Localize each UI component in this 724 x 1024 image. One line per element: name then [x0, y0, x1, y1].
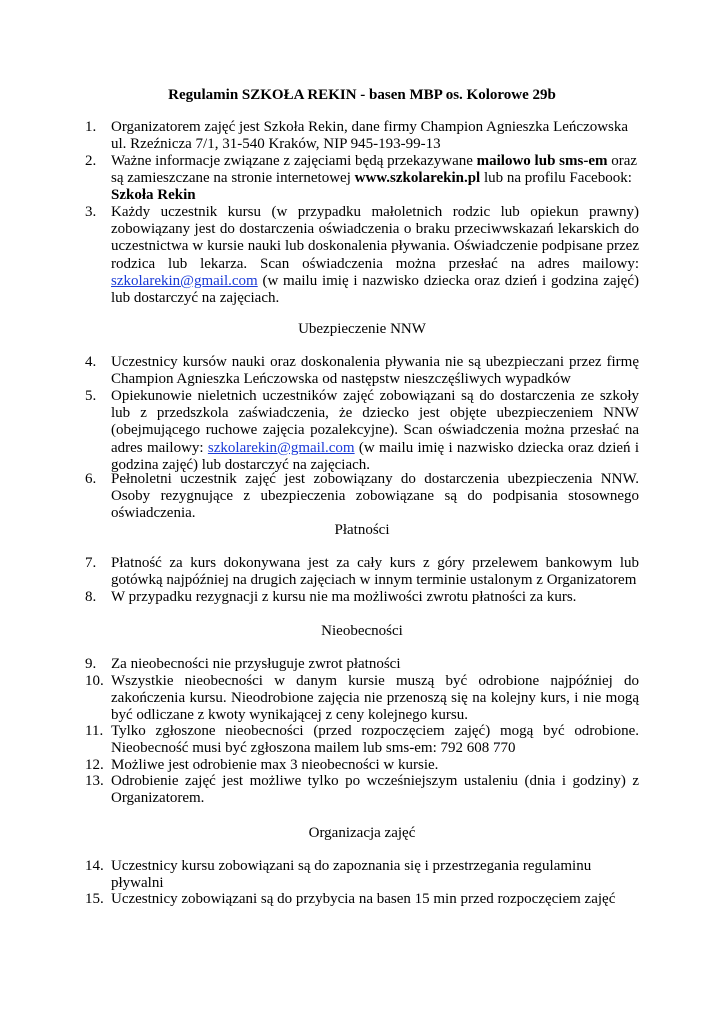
document-title: Regulamin SZKOŁA REKIN - basen MBP os. Kolorowe 29b	[168, 87, 556, 103]
rule-item-15	[85, 891, 639, 908]
rule-number: 9.	[85, 656, 97, 672]
rule-text	[111, 388, 639, 474]
rule-text-part: Każdy uczestnik kursu (w przypadku małoletnich rodzic lub opiekun prawny) zobowiązany jest do dostarczenia oświadczenia o braku przeciwwskazań lekarskich do uczestnictwa w kursie nauki lub doskonalenia pływania. Oświadczenie podpisane przez rodzica lub lekarza. Scan oświadczenia można przesłać na adres mailowy:	[111, 204, 639, 272]
rule-text: Płatność za kurs dokonywana jest za cały kurs z góry przelewem bankowym lub gotówką najpóźniej na drugich zajęciach w innym terminie ustalonym z Organizatorem	[111, 555, 639, 589]
rule-number: 2.	[85, 153, 97, 169]
rule-text: W przypadku rezygnacji z kursu nie ma możliwości zwrotu płatności za kurs.	[111, 589, 577, 605]
bold-contact-methods: mailowo lub sms-em	[476, 153, 608, 169]
rule-item-4	[85, 354, 639, 388]
rule-text: Wszystkie nieobecności w danym kursie muszą być odrobione najpóźniej do zakończenia kursu. Nieodrobione zajęcia nie przenoszą się na kolejny kurs, i nie mogą być odliczane z kwoty wynikającej z ceny kolejnego kursu.	[111, 673, 639, 724]
rule-number: 12.	[85, 757, 104, 773]
rule-number: 3.	[85, 204, 97, 220]
rule-number: 4.	[85, 354, 97, 370]
rule-number: 15.	[85, 891, 104, 907]
rule-text: Uczestnicy zobowiązani są do przybycia na basen 15 min przed rozpoczęciem zajęć	[111, 891, 616, 907]
rule-text: Uczestnicy kursów nauki oraz doskonalenia pływania nie są ubezpieczani przez firmę Champion Agnieszka Leńczowska od następstw nieszczęśliwych wypadków	[111, 354, 639, 388]
rule-number: 6.	[85, 471, 97, 487]
rule-number: 11.	[85, 723, 104, 739]
rule-text: Pełnoletni uczestnik zajęć jest zobowiązany do dostarczenia ubezpieczenia NNW. Osoby rezygnujące z ubezpieczenia zobowiązane są do podpisania stosownego oświadczenia.	[111, 471, 639, 522]
rule-text: Odrobienie zajęć jest możliwe tylko po wcześniejszym ustaleniu (dnia i godziny) z Organizatorem.	[111, 773, 639, 807]
rule-number: 5.	[85, 388, 97, 404]
rule-number: 1.	[85, 119, 97, 135]
rule-text	[111, 204, 639, 307]
rule-number: 14.	[85, 858, 104, 874]
rule-text: Organizatorem zajęć jest Szkoła Rekin, dane firmy Champion Agnieszka Leńczowska ul. Rzeźnicza 7/1, 31-540 Kraków, NIP 945-193-99-13	[111, 119, 629, 153]
rule-text-part: Ważne informacje związane z zajęciami będą przekazywane	[111, 153, 477, 169]
rule-item-10	[85, 673, 639, 725]
rule-text-part: oraz są zamieszczane na stronie internetowej	[111, 153, 638, 187]
rule-text: Możliwe jest odrobienie max 3 nieobecności w kursie.	[111, 757, 439, 773]
rule-item-3	[85, 204, 639, 307]
rule-item-8	[85, 589, 639, 606]
rule-text: Tylko zgłoszone nieobecności (przed rozpoczęciem zajęć) mogą być odrobione. Nieobecność musi być zgłoszona mailem lub sms-em: 792 608 770	[111, 723, 639, 757]
section-heading-insurance: Ubezpieczenie NNW	[298, 321, 426, 337]
section-heading-payments: Płatności	[334, 522, 390, 538]
rule-number: 10.	[85, 673, 104, 689]
rule-item-9	[85, 656, 639, 673]
rule-item-5	[85, 388, 639, 474]
rule-number: 13.	[85, 773, 104, 789]
rule-item-13	[85, 773, 639, 807]
rule-text: Za nieobecności nie przysługuje zwrot płatności	[111, 656, 401, 672]
email-link[interactable]: szkolarekin@gmail.com	[207, 439, 355, 456]
rule-item-2	[85, 153, 639, 205]
section-heading-absences: Nieobecności	[321, 623, 403, 639]
rule-text-part: (w mailu imię i nazwisko dziecka oraz dzień i godzina zajęć) lub dostarczyć na zajęciach.	[111, 439, 639, 473]
rule-text: Uczestnicy kursu zobowiązani są do zapoznania się i przestrzegania regulaminu pływalni	[111, 858, 592, 892]
rule-item-7	[85, 555, 639, 589]
rule-item-11	[85, 723, 639, 757]
website-address: www.szkolarekin.pl	[354, 170, 481, 187]
rule-text-part: lub na profilu Facebook:	[480, 170, 632, 187]
rule-item-14	[85, 858, 639, 892]
email-link[interactable]: szkolarekin@gmail.com	[111, 272, 258, 289]
section-heading-organization: Organizacja zajęć	[308, 825, 416, 841]
rule-text-part: Opiekunowie nieletnich uczestników zajęć zobowiązani są do dostarczenia ze szkoły lub z przedszkola zaświadczenia, że dziecko jest objęte ubezpieczeniem NNW (obejmującego ruchowe zajęcia pozalekcyjne). Scan oświadczenia można przesłać na adres mailowy:	[111, 388, 639, 456]
rule-item-6	[85, 471, 639, 523]
rule-text	[111, 153, 639, 205]
rule-item-12	[85, 757, 639, 774]
facebook-profile-name: Szkoła Rekin	[111, 187, 196, 204]
rule-text-part: (w mailu imię i nazwisko dziecka oraz dzień i godzina zajęć) lub dostarczyć na zajęciach.	[111, 272, 639, 307]
rule-number: 8.	[85, 589, 97, 605]
rule-item-1	[85, 119, 639, 153]
rule-number: 7.	[85, 555, 97, 571]
